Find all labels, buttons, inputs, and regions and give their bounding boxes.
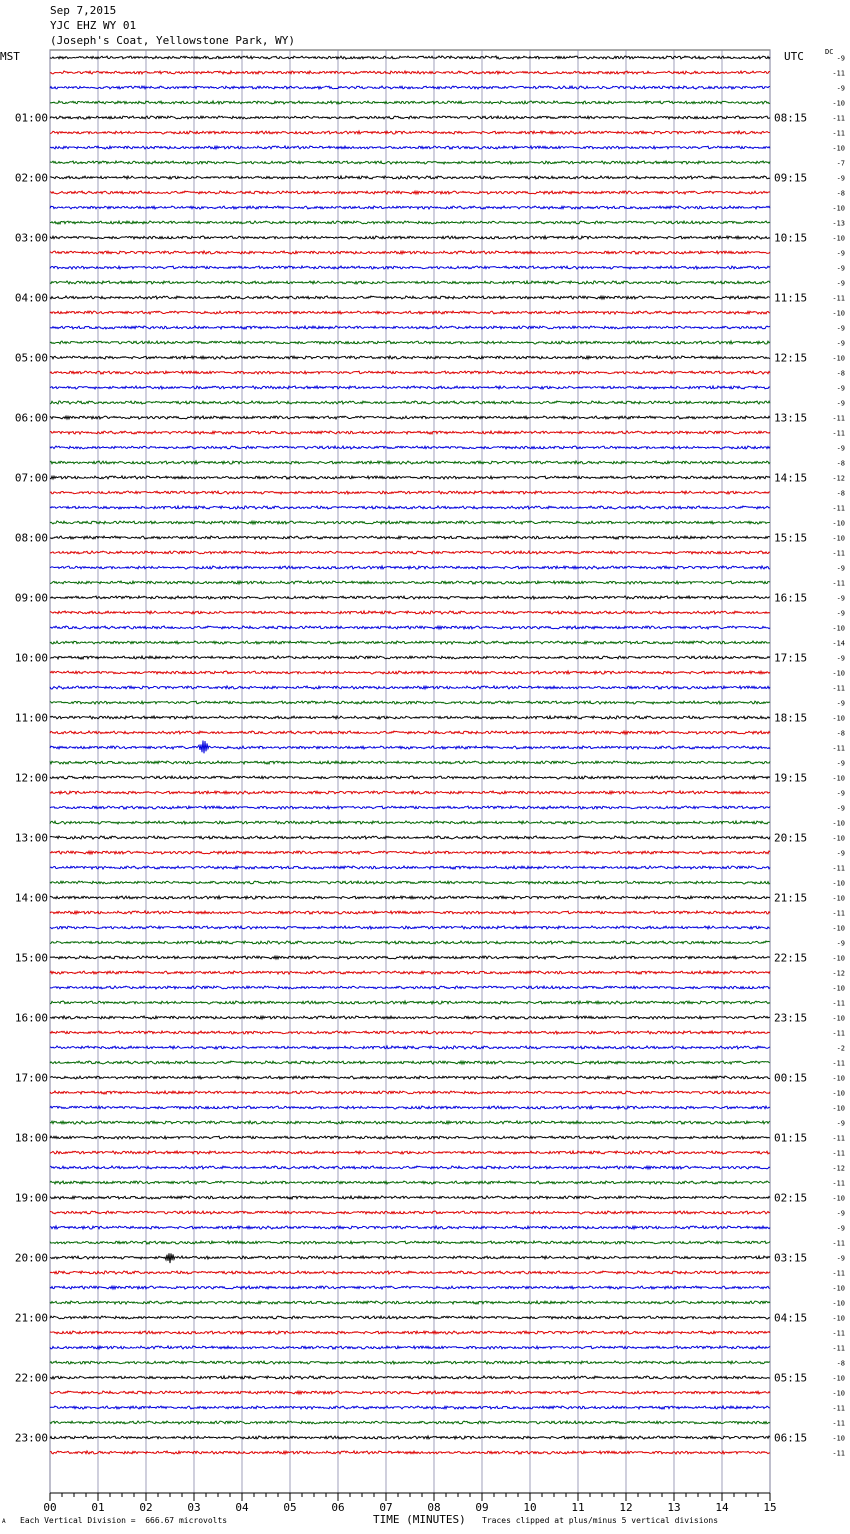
- dc-offset-label: -9: [836, 1224, 845, 1233]
- trace-line: [50, 386, 770, 389]
- left-timezone-label: MST: [0, 50, 20, 63]
- trace-line: [50, 1226, 770, 1229]
- left-hour-label: 17:00: [14, 1071, 48, 1085]
- trace-line: [50, 176, 770, 179]
- trace-line: [50, 1286, 770, 1289]
- dc-offset-label: -11: [832, 1344, 845, 1353]
- dc-offset-label: -10: [832, 354, 845, 363]
- trace-line: [50, 1406, 770, 1409]
- trace-line: [50, 941, 770, 944]
- dc-offset-label: -9: [836, 1119, 845, 1128]
- left-hour-label: 05:00: [14, 351, 48, 365]
- trace-line: [50, 101, 770, 104]
- right-hour-label: 19:15: [774, 771, 808, 785]
- dc-offset-label: -2: [836, 1044, 845, 1053]
- trace-line: [50, 56, 770, 59]
- left-hour-label: 08:00: [14, 531, 48, 545]
- trace-line: [50, 356, 770, 359]
- trace-line: [50, 1211, 770, 1214]
- dc-offset-label: -9: [836, 849, 845, 858]
- dc-offset-label: -9: [836, 939, 845, 948]
- trace-line: [50, 881, 770, 884]
- trace-line: [50, 1181, 770, 1184]
- dc-offset-label: -9: [836, 249, 845, 258]
- dc-offset-label: -10: [832, 834, 845, 843]
- trace-line: [50, 776, 770, 779]
- trace-line: [50, 656, 770, 659]
- trace-line: [50, 266, 770, 269]
- dc-offset-label: -9: [836, 324, 845, 333]
- dc-offset-label: -8: [836, 1359, 845, 1368]
- trace-line: [50, 671, 770, 674]
- x-tick-label: 01: [91, 1501, 105, 1514]
- plot-date: Sep 7,2015: [50, 4, 117, 17]
- right-hour-label: 10:15: [774, 231, 808, 245]
- dc-offset-label: -10: [832, 204, 845, 213]
- trace-line: [50, 1376, 770, 1379]
- left-hour-label: 13:00: [14, 831, 48, 845]
- dc-offset-label: -7: [836, 159, 845, 168]
- trace-line: [50, 1361, 770, 1364]
- trace-line: [50, 791, 770, 794]
- left-hour-label: 20:00: [14, 1251, 48, 1265]
- trace-line: [50, 741, 770, 754]
- trace-line: [50, 341, 770, 344]
- right-hour-label: 03:15: [774, 1251, 808, 1265]
- trace-line: [50, 821, 770, 824]
- trace-line: [50, 251, 770, 254]
- trace-line: [50, 866, 770, 869]
- left-hour-label: 02:00: [14, 171, 48, 185]
- dc-offset-label: -9: [836, 84, 845, 93]
- left-hour-label: 04:00: [14, 291, 48, 305]
- right-hour-label: 14:15: [774, 471, 808, 485]
- dc-offset-label: -9: [836, 804, 845, 813]
- trace-line: [50, 326, 770, 329]
- trace-line: [50, 491, 770, 494]
- x-tick-label: 14: [715, 1501, 729, 1514]
- trace-line: [50, 1166, 770, 1169]
- dc-offset-label: -10: [832, 714, 845, 723]
- trace-line: [50, 1001, 770, 1004]
- dc-label: DC: [825, 48, 834, 56]
- dc-offset-label: -9: [836, 789, 845, 798]
- trace-line: [50, 191, 770, 194]
- right-hour-label: 00:15: [774, 1071, 808, 1085]
- right-hour-label: 18:15: [774, 711, 808, 725]
- dc-offset-label: -11: [832, 549, 845, 558]
- dc-offset-label: -9: [836, 54, 845, 63]
- dc-offset-label: -11: [832, 1134, 845, 1143]
- dc-offset-label: -11: [832, 744, 845, 753]
- dc-offset-label: -11: [832, 69, 845, 78]
- dc-offset-label: -12: [832, 474, 845, 483]
- left-hour-label: 03:00: [14, 231, 48, 245]
- trace-group: [15, 55, 845, 1458]
- dc-offset-label: -11: [832, 504, 845, 513]
- right-hour-label: 05:15: [774, 1371, 808, 1385]
- clip-note: Traces clipped at plus/minus 5 vertical divisions: [482, 1516, 719, 1525]
- x-tick-label: 10: [523, 1501, 537, 1514]
- dc-offset-label: -8: [836, 729, 845, 738]
- left-hour-label: 11:00: [14, 711, 48, 725]
- dc-offset-label: -10: [832, 924, 845, 933]
- trace-line: [50, 281, 770, 284]
- left-hour-label: 19:00: [14, 1191, 48, 1205]
- x-tick-label: 04: [235, 1501, 249, 1514]
- dc-offset-label: -10: [832, 819, 845, 828]
- dc-offset-label: -14: [832, 639, 845, 648]
- trace-line: [50, 1421, 770, 1424]
- right-hour-label: 09:15: [774, 171, 808, 185]
- x-tick-label: 08: [427, 1501, 441, 1514]
- trace-line: [50, 1076, 770, 1079]
- trace-line: [50, 71, 770, 74]
- dc-offset-label: -10: [832, 1089, 845, 1098]
- dc-offset-label: -9: [836, 699, 845, 708]
- dc-offset-label: -10: [832, 144, 845, 153]
- x-tick-label: 07: [379, 1501, 393, 1514]
- trace-line: [50, 236, 770, 239]
- dc-offset-label: -11: [832, 429, 845, 438]
- trace-line: [50, 221, 770, 224]
- right-hour-label: 16:15: [774, 591, 808, 605]
- x-tick-label: 02: [139, 1501, 153, 1514]
- dc-offset-label: -10: [832, 1074, 845, 1083]
- trace-line: [50, 1316, 770, 1319]
- left-hour-label: 15:00: [14, 951, 48, 965]
- x-tick-label: 06: [331, 1501, 345, 1514]
- dc-offset-label: -11: [832, 684, 845, 693]
- trace-line: [50, 1346, 770, 1349]
- trace-line: [50, 911, 770, 914]
- trace-line: [50, 971, 770, 974]
- dc-offset-label: -9: [836, 594, 845, 603]
- trace-line: [50, 806, 770, 809]
- trace-line: [50, 296, 770, 299]
- left-hour-label: 06:00: [14, 411, 48, 425]
- trace-line: [50, 1031, 770, 1034]
- trace-line: [50, 1151, 770, 1154]
- dc-offset-label: -9: [836, 609, 845, 618]
- dc-offset-label: -9: [836, 384, 845, 393]
- left-hour-label: 16:00: [14, 1011, 48, 1025]
- trace-line: [50, 986, 770, 989]
- trace-line: [50, 536, 770, 539]
- dc-offset-label: -11: [832, 1059, 845, 1068]
- dc-offset-label: -10: [832, 1314, 845, 1323]
- trace-line: [50, 1046, 770, 1049]
- trace-line: [50, 1121, 770, 1124]
- dc-offset-label: -11: [832, 864, 845, 873]
- trace-line: [50, 506, 770, 509]
- trace-line: [50, 1301, 770, 1304]
- left-hour-label: 23:00: [14, 1431, 48, 1445]
- trace-line: [50, 416, 770, 419]
- trace-line: [50, 476, 770, 479]
- trace-line: [50, 566, 770, 569]
- trace-line: [50, 1451, 770, 1454]
- x-tick-label: 05: [283, 1501, 297, 1514]
- right-hour-label: 08:15: [774, 111, 808, 125]
- right-hour-label: 22:15: [774, 951, 808, 965]
- trace-line: [50, 371, 770, 374]
- trace-line: [50, 86, 770, 89]
- dc-offset-label: -8: [836, 489, 845, 498]
- dc-offset-label: -9: [836, 264, 845, 273]
- x-axis-title: TIME (MINUTES): [373, 1513, 466, 1526]
- dc-offset-label: -10: [832, 1374, 845, 1383]
- trace-line: [50, 686, 770, 689]
- dc-offset-label: -10: [832, 1104, 845, 1113]
- dc-offset-label: -11: [832, 129, 845, 138]
- right-hour-label: 15:15: [774, 531, 808, 545]
- dc-offset-label: -10: [832, 879, 845, 888]
- dc-offset-label: -10: [832, 99, 845, 108]
- dc-offset-label: -10: [832, 1299, 845, 1308]
- dc-offset-label: -10: [832, 984, 845, 993]
- dc-offset-label: -9: [836, 1254, 845, 1263]
- trace-line: [50, 836, 770, 839]
- right-timezone-label: UTC: [784, 50, 804, 63]
- dc-offset-label: -8: [836, 369, 845, 378]
- dc-offset-label: -9: [836, 279, 845, 288]
- trace-line: [50, 896, 770, 899]
- trace-line: [50, 926, 770, 929]
- time-axis: [43, 1493, 776, 1514]
- trace-line: [50, 1196, 770, 1199]
- trace-line: [50, 596, 770, 599]
- left-hour-label: 01:00: [14, 111, 48, 125]
- right-hour-label: 12:15: [774, 351, 808, 365]
- trace-line: [50, 611, 770, 614]
- left-hour-label: 09:00: [14, 591, 48, 605]
- trace-line: [50, 1061, 770, 1064]
- trace-line: [50, 401, 770, 404]
- dc-offset-label: -9: [836, 399, 845, 408]
- left-hour-label: 22:00: [14, 1371, 48, 1385]
- x-tick-label: 09: [475, 1501, 489, 1514]
- trace-line: [50, 1253, 770, 1263]
- trace-line: [50, 1016, 770, 1019]
- trace-line: [50, 131, 770, 134]
- trace-line: [50, 1331, 770, 1334]
- dc-offset-label: -13: [832, 219, 845, 228]
- right-hour-label: 02:15: [774, 1191, 808, 1205]
- trace-line: [50, 146, 770, 149]
- right-hour-label: 11:15: [774, 291, 808, 305]
- dc-offset-label: -11: [832, 999, 845, 1008]
- left-hour-label: 07:00: [14, 471, 48, 485]
- dc-offset-label: -9: [836, 174, 845, 183]
- right-hour-label: 06:15: [774, 1431, 808, 1445]
- dc-offset-label: -11: [832, 294, 845, 303]
- trace-line: [50, 521, 770, 524]
- dc-offset-label: -11: [832, 1029, 845, 1038]
- dc-offset-label: -9: [836, 564, 845, 573]
- dc-offset-label: -11: [832, 414, 845, 423]
- dc-offset-label: -10: [832, 519, 845, 528]
- trace-line: [50, 1136, 770, 1139]
- left-hour-label: 21:00: [14, 1311, 48, 1325]
- trace-line: [50, 701, 770, 704]
- dc-offset-label: -9: [836, 654, 845, 663]
- trace-line: [50, 311, 770, 314]
- trace-line: [50, 431, 770, 434]
- station-location: (Joseph's Coat, Yellowstone Park, WY): [50, 34, 296, 47]
- corner-mark: A: [2, 1518, 6, 1525]
- dc-offset-label: -11: [832, 1149, 845, 1158]
- right-hour-label: 17:15: [774, 651, 808, 665]
- dc-offset-label: -11: [832, 1329, 845, 1338]
- dc-offset-label: -11: [832, 1269, 845, 1278]
- dc-offset-label: -11: [832, 1239, 845, 1248]
- trace-line: [50, 641, 770, 644]
- dc-offset-label: -10: [832, 624, 845, 633]
- left-hour-label: 10:00: [14, 651, 48, 665]
- station-code: YJC EHZ WY 01: [50, 19, 137, 32]
- trace-line: [50, 1271, 770, 1274]
- dc-offset-label: -10: [832, 1014, 845, 1023]
- dc-offset-label: -11: [832, 1419, 845, 1428]
- trace-line: [50, 206, 770, 209]
- trace-line: [50, 1106, 770, 1109]
- dc-offset-label: -10: [832, 234, 845, 243]
- trace-line: [50, 551, 770, 554]
- x-tick-label: 11: [571, 1501, 585, 1514]
- dc-offset-label: -11: [832, 114, 845, 123]
- x-tick-label: 15: [763, 1501, 777, 1514]
- trace-line: [50, 446, 770, 449]
- dc-offset-label: -11: [832, 909, 845, 918]
- trace-line: [50, 161, 770, 164]
- trace-line: [50, 1391, 770, 1394]
- trace-line: [50, 1241, 770, 1244]
- dc-offset-label: -11: [832, 1449, 845, 1458]
- x-tick-label: 12: [619, 1501, 633, 1514]
- trace-line: [50, 761, 770, 764]
- dc-offset-label: -11: [832, 1179, 845, 1188]
- dc-offset-label: -9: [836, 339, 845, 348]
- dc-offset-label: -10: [832, 534, 845, 543]
- trace-line: [50, 716, 770, 719]
- trace-line: [50, 956, 770, 959]
- trace-line: [50, 116, 770, 119]
- left-hour-label: 12:00: [14, 771, 48, 785]
- right-hour-label: 21:15: [774, 891, 808, 905]
- dc-offset-label: -10: [832, 1194, 845, 1203]
- right-hour-label: 01:15: [774, 1131, 808, 1145]
- dc-offset-label: -11: [832, 1404, 845, 1413]
- trace-line: [50, 626, 770, 629]
- trace-line: [50, 581, 770, 584]
- x-tick-label: 13: [667, 1501, 681, 1514]
- left-hour-label: 18:00: [14, 1131, 48, 1145]
- dc-offset-label: -9: [836, 444, 845, 453]
- dc-offset-label: -10: [832, 1284, 845, 1293]
- right-hour-label: 23:15: [774, 1011, 808, 1025]
- x-tick-label: 03: [187, 1501, 201, 1514]
- scale-note: Each Vertical Division = 666.67 microvolts: [20, 1516, 228, 1525]
- trace-line: [50, 1091, 770, 1094]
- left-hour-label: 14:00: [14, 891, 48, 905]
- trace-line: [50, 461, 770, 464]
- trace-line: [50, 851, 770, 854]
- dc-offset-label: -12: [832, 969, 845, 978]
- dc-offset-label: -12: [832, 1164, 845, 1173]
- dc-offset-label: -9: [836, 1209, 845, 1218]
- trace-line: [50, 1436, 770, 1439]
- dc-offset-label: -10: [832, 894, 845, 903]
- dc-offset-label: -10: [832, 954, 845, 963]
- dc-offset-label: -10: [832, 669, 845, 678]
- dc-offset-label: -10: [832, 1434, 845, 1443]
- dc-offset-label: -10: [832, 774, 845, 783]
- dc-offset-label: -9: [836, 759, 845, 768]
- dc-offset-label: -8: [836, 189, 845, 198]
- right-hour-label: 04:15: [774, 1311, 808, 1325]
- right-hour-label: 20:15: [774, 831, 808, 845]
- dc-offset-label: -8: [836, 459, 845, 468]
- dc-offset-label: -10: [832, 1389, 845, 1398]
- trace-line: [50, 731, 770, 734]
- dc-offset-label: -10: [832, 309, 845, 318]
- x-tick-label: 00: [43, 1501, 57, 1514]
- dc-offset-label: -11: [832, 579, 845, 588]
- right-hour-label: 13:15: [774, 411, 808, 425]
